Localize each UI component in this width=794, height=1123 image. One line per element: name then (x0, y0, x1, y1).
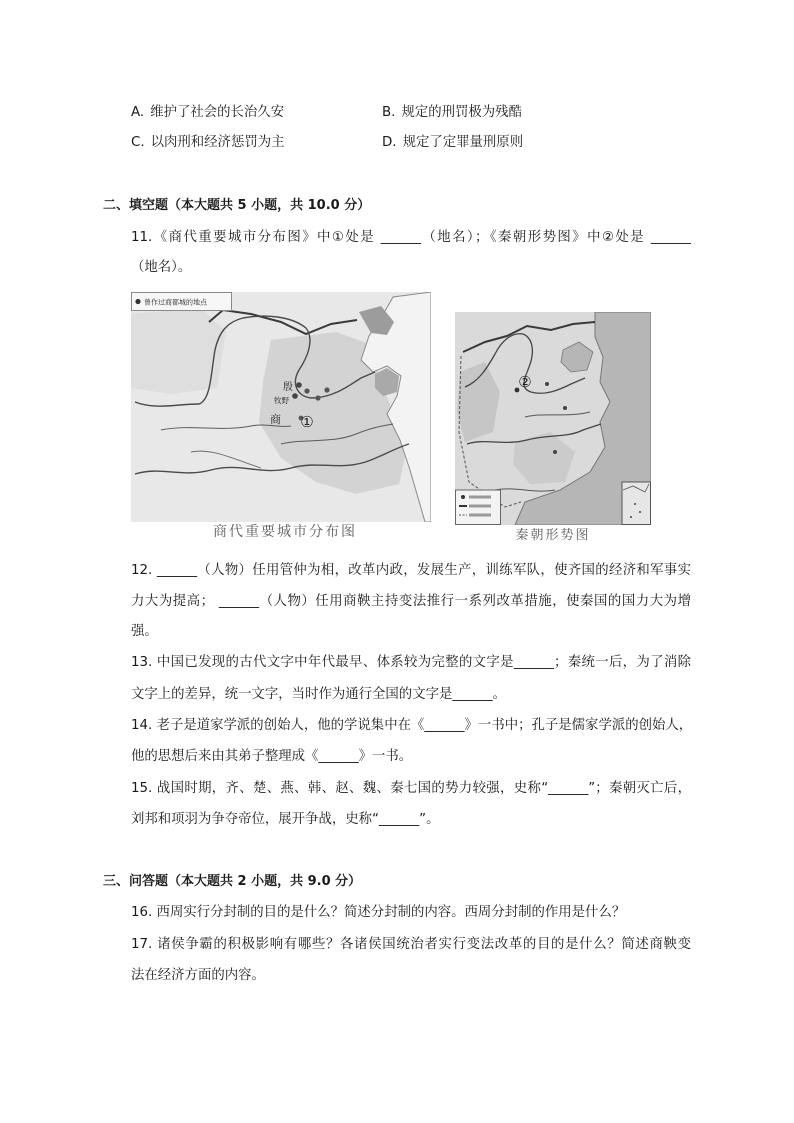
shang-map-caption: 商代重要城市分布图 (213, 524, 357, 540)
section-2-heading: 二、填空题（本大题共 5 小题，共 10.0 分） (103, 198, 371, 213)
label-muye: 牧野 (274, 396, 289, 405)
question-16-line-1: 16. 西周实行分封制的目的是什么？简述分封制的内容。西周分封制的作用是什么？ (131, 905, 626, 920)
question-13-line-2: 文字上的差异，统一文字，当时作为通行全国的文字是______。 (131, 687, 506, 702)
question-17-line-1: 17. 诸侯争霸的积极影响有哪些？各诸侯国统治者实行变法改革的目的是什么？简述商鞅变 (131, 937, 691, 952)
choice-d (382, 133, 523, 153)
choice-c-text: 以肉刑和经济惩罚为主 (150, 135, 285, 150)
city-dot (553, 450, 557, 454)
question-14-line-2: 他的思想后来由其弟子整理成《______》一书。 (131, 749, 413, 764)
legend-text-bar (469, 505, 491, 508)
city-dot (563, 406, 567, 410)
choice-b (382, 103, 522, 123)
inset-island (634, 503, 636, 505)
south-sea-inset (622, 482, 651, 525)
choice-c (131, 133, 285, 153)
question-15-line-1: 15. 战国时期，齐、楚、燕、韩、赵、魏、秦七国的势力较强，史称“______”；秦朝灭亡后， (131, 781, 691, 796)
choice-b-label: B. (382, 105, 396, 120)
choice-c-label: C. (131, 135, 145, 150)
city-dot (296, 382, 302, 388)
question-15-line-2: 刘邦和项羽为争夺帝位，展开争战，史称“______”。 (131, 812, 440, 827)
choice-a (131, 103, 284, 123)
legend-text: 曾作过商都城的地点 (144, 298, 207, 307)
choice-a-label: A. (131, 105, 145, 120)
qin-map-caption: 秦朝形势图 (515, 528, 591, 543)
marker-1: ① (300, 413, 314, 431)
city-dot (545, 382, 549, 386)
shang-city-map (131, 292, 431, 522)
city-dot (292, 393, 298, 399)
legend-dot (135, 299, 140, 304)
question-12-line-1: 12. ______（人物）任用管仲为相，改革内政，发展生产，训练军队，使齐国的经济和军事实 (131, 563, 691, 578)
choice-d-label: D. (382, 135, 397, 150)
legend-symbol-dot (461, 495, 465, 499)
map-legend (456, 490, 501, 525)
question-12-line-3: 强。 (131, 624, 158, 639)
question-11-line-1: 11.《商代重要城市分布图》中①处是 ______（地名）；《秦朝形势图》中②处是 ______ (131, 230, 691, 245)
qin-map-svg (455, 312, 651, 525)
choice-a-text: 维护了社会的长治久安 (150, 105, 285, 120)
section-3-heading: 三、问答题（本大题共 2 小题，共 9.0 分） (103, 874, 362, 889)
label-yin: 殷 (283, 382, 293, 393)
question-11-line-2: （地名）。 (131, 260, 192, 275)
question-13-line-1: 13. 中国已发现的古代文字中年代最早、体系较为完整的文字是______；秦统一后，为了消除 (131, 655, 691, 670)
label-shang: 商 (270, 413, 281, 426)
qin-situation-map (455, 312, 651, 525)
city-dot (324, 387, 329, 392)
question-12-line-2: 力大为提高； ______（人物）任用商鞅主持变法推行一系列改革措施，使秦国的国力大为增 (131, 594, 691, 609)
question-14-line-1: 14. 老子是道家学派的创始人，他的学说集中在《______》一书中；孔子是儒家学派的创始人， (131, 718, 693, 733)
question-17-line-2: 法在经济方面的内容。 (131, 968, 265, 983)
marker-2: ② (518, 373, 532, 391)
inset-island (639, 511, 641, 513)
shang-map-svg (131, 292, 431, 522)
inset-island (630, 516, 632, 518)
choice-d-text: 规定了定罪量刑原则 (402, 135, 524, 150)
legend-text-bar (469, 514, 491, 517)
choice-b-text: 规定的刑罚极为残酷 (401, 105, 522, 120)
legend-text-bar (469, 496, 491, 499)
city-dot (304, 388, 309, 393)
city-dot (315, 395, 320, 400)
map-legend (132, 293, 232, 311)
